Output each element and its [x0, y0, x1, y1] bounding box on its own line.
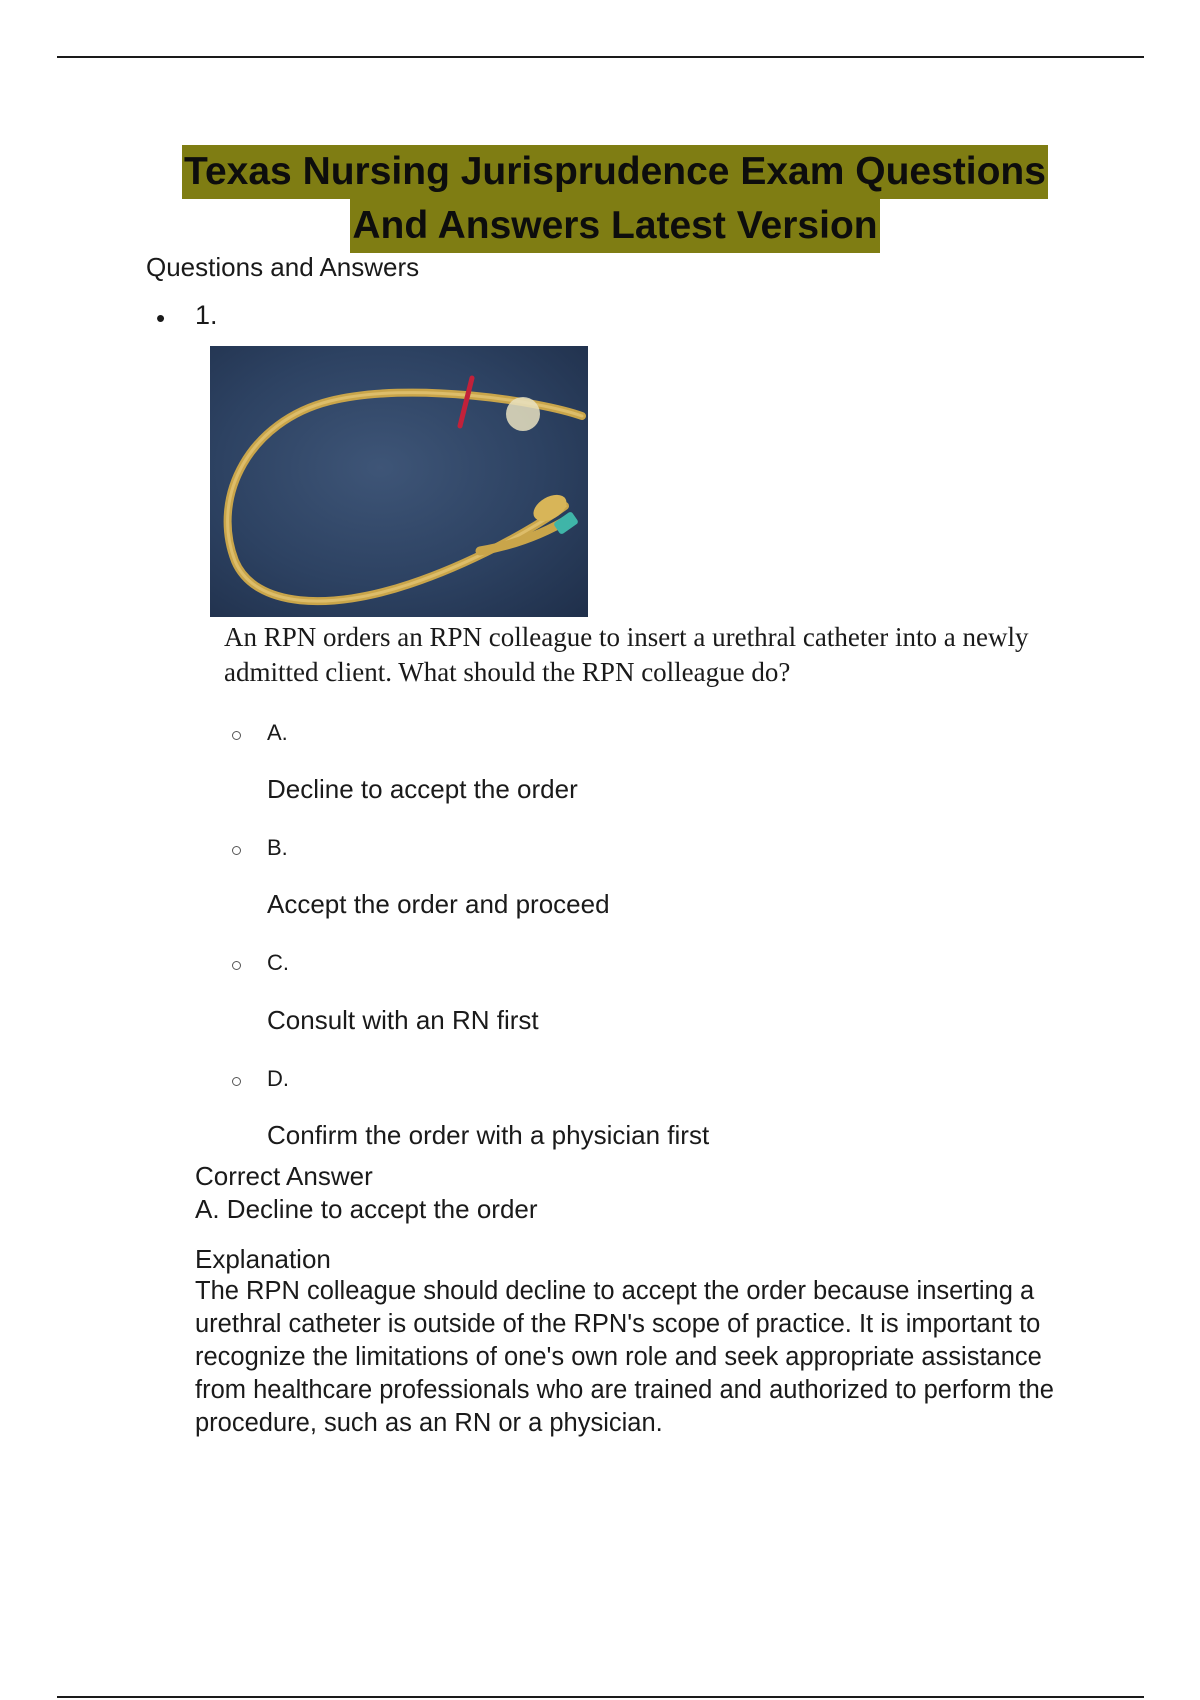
explanation-label: Explanation: [195, 1244, 331, 1274]
option-a-text[interactable]: Decline to accept the order: [267, 774, 578, 804]
catheter-illustration: [210, 346, 588, 617]
option-b-text[interactable]: Accept the order and proceed: [267, 889, 610, 919]
bottom-rule: [57, 1696, 1144, 1698]
explanation-text: The RPN colleague should decline to accept the order because inserting a urethral catheter is outside of the RPN's scope of practice. It is important to recognize the limitations of one's own role and seek appropriate assistance from healthcare professionals who are trained and authorized to perform the procedure, such as an RN or a physician.: [195, 1277, 1054, 1437]
option-d-letter: D.: [267, 1066, 289, 1091]
correct-answer-label: Correct Answer: [195, 1161, 373, 1191]
option-b-letter: B.: [267, 835, 288, 860]
top-rule: [57, 56, 1144, 58]
page-title: [140, 145, 1090, 253]
title-line-2: And Answers Latest Version: [350, 199, 879, 253]
correct-answer-value: A. Decline to accept the order: [195, 1194, 538, 1224]
option-a-letter: A.: [267, 720, 288, 745]
option-c-letter: C.: [267, 950, 289, 975]
option-c-text[interactable]: Consult with an RN first: [267, 1005, 539, 1035]
question-bullet: •: [156, 303, 166, 333]
section-subtitle: Questions and Answers: [146, 252, 420, 282]
question-number: 1.: [195, 300, 218, 330]
option-c-radio[interactable]: [232, 961, 241, 970]
option-b-radio[interactable]: [232, 846, 241, 855]
option-a-radio[interactable]: [232, 731, 241, 740]
question-text: An RPN orders an RPN colleague to insert a urethral catheter into a newly admitted client. What should the RPN colleague do?: [224, 622, 1029, 687]
title-line-1: Texas Nursing Jurisprudence Exam Questions: [182, 145, 1048, 199]
option-d-text[interactable]: Confirm the order with a physician first: [267, 1120, 710, 1150]
catheter-image: [210, 346, 588, 617]
option-d-radio[interactable]: [232, 1077, 241, 1086]
